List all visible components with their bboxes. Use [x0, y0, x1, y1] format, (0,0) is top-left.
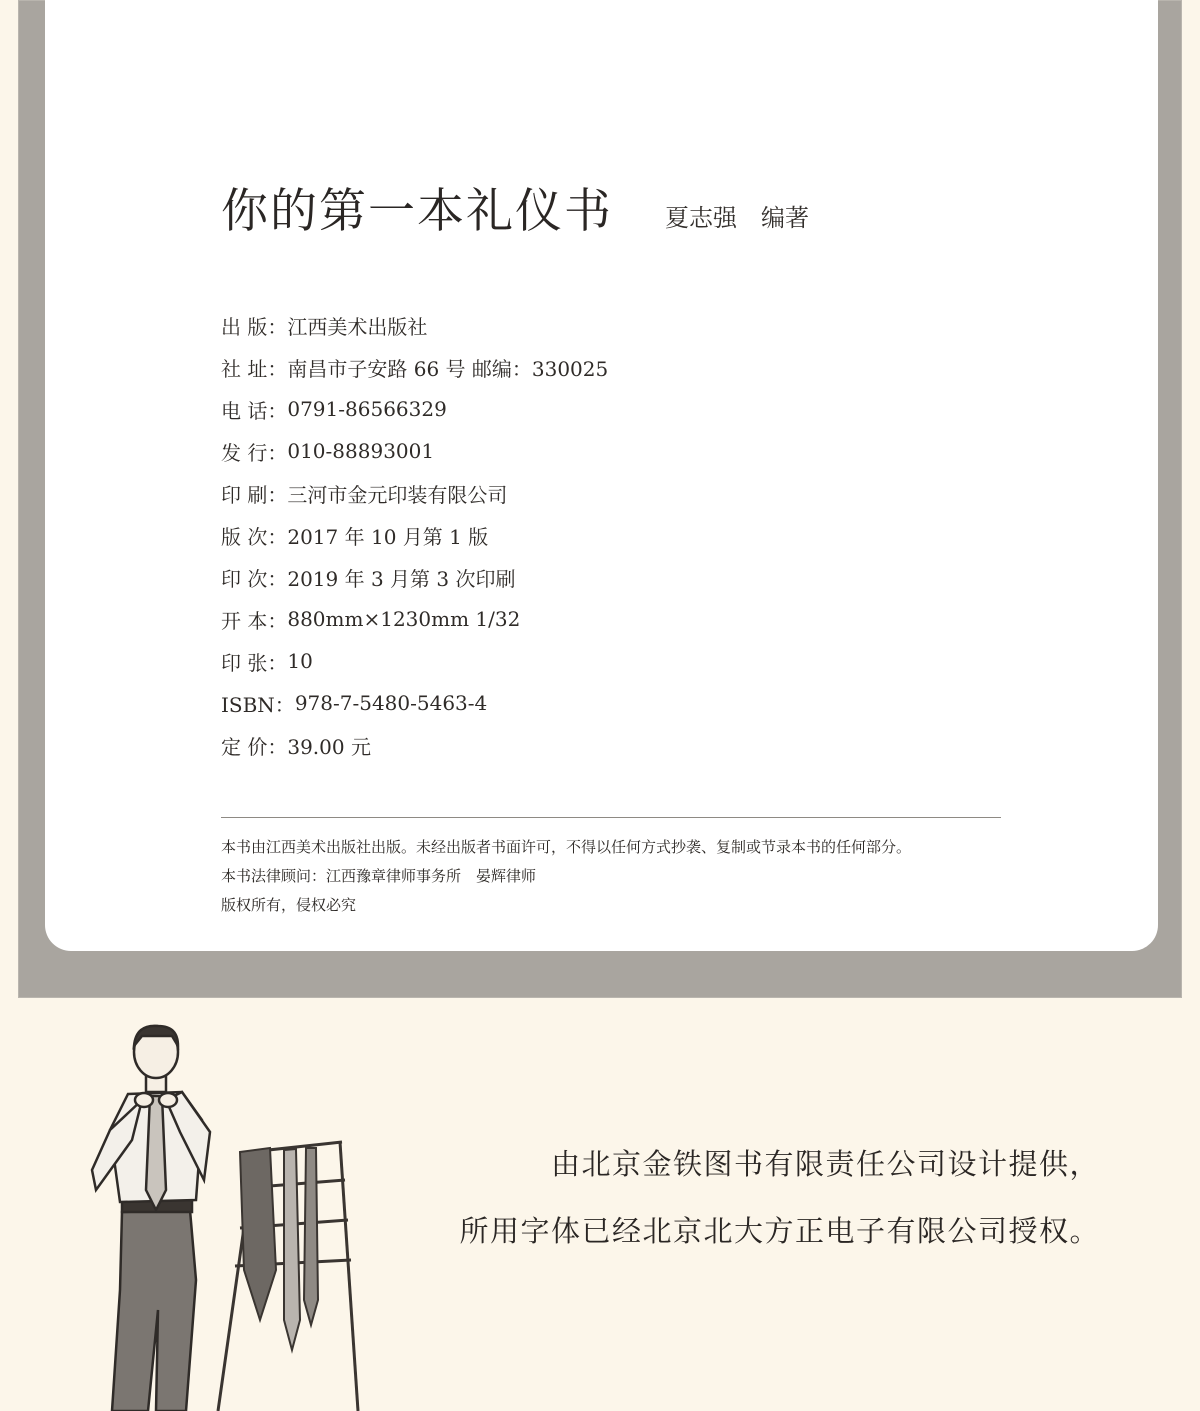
info-label: 印 次： — [221, 566, 288, 591]
info-label: 定 价： — [221, 734, 288, 759]
info-value: 978-7-5480-5463-4 — [294, 691, 488, 715]
info-row-edition — [221, 514, 608, 556]
info-value: 010-88893001 — [287, 439, 435, 463]
info-label: 版 次： — [221, 524, 288, 549]
info-label: 开 本： — [221, 608, 288, 633]
notice-line: 版权所有，侵权必究 — [221, 896, 357, 914]
book-title: 你的第一本礼仪书 — [221, 184, 613, 239]
info-label: 发 行： — [221, 440, 288, 465]
info-label: 出 版： — [221, 314, 288, 339]
info-label: 印 张： — [221, 650, 288, 675]
notice-line: 本书法律顾问：江西豫章律师事务所 晏辉律师 — [221, 867, 537, 885]
title-row — [221, 184, 809, 239]
info-label: 印 刷： — [221, 482, 288, 507]
info-label: 电 话： — [221, 398, 288, 423]
info-row-format — [221, 598, 608, 640]
man-figure — [92, 1026, 210, 1411]
info-row-printing — [221, 556, 608, 598]
hanging-clothes — [240, 1148, 318, 1350]
info-label: ISBN： — [221, 692, 295, 717]
info-value: 三河市金元印装有限公司 — [287, 482, 508, 507]
info-row-price — [221, 724, 608, 766]
info-value: 2017 年 10 月第 1 版 — [287, 524, 489, 549]
info-row-distribution — [221, 430, 608, 472]
info-value: 2019 年 3 月第 3 次印刷 — [287, 566, 516, 591]
info-row-address — [221, 346, 608, 388]
info-value: 10 — [287, 649, 313, 673]
info-value: 南昌市子安路 66 号 邮编：330025 — [287, 356, 609, 381]
info-row-publisher — [221, 304, 608, 346]
info-value: 江西美术出版社 — [287, 314, 428, 339]
info-value: 39.00 元 — [287, 734, 371, 759]
info-value: 880mm×1230mm 1/32 — [287, 607, 521, 631]
credit-line: 由北京金铁图书有限责任公司设计提供， — [550, 1147, 1100, 1181]
info-row-sheets — [221, 640, 608, 682]
copyright-notice — [221, 833, 911, 920]
publication-info — [221, 304, 608, 766]
credit-line: 所用字体已经北京北大方正电子有限公司授权。 — [459, 1214, 1100, 1248]
man-with-tie-rack-illustration — [70, 1020, 370, 1411]
divider — [221, 817, 1001, 818]
info-row-printer — [221, 472, 608, 514]
info-label: 社 址： — [221, 356, 288, 381]
book-author: 夏志强 编著 — [665, 204, 809, 232]
info-row-isbn — [221, 682, 608, 724]
notice-line: 本书由江西美术出版社出版。未经出版者书面许可，不得以任何方式抄袭、复制或节录本书的任何部分。 — [221, 838, 912, 856]
info-row-phone — [221, 388, 608, 430]
info-value: 0791-86566329 — [287, 397, 447, 421]
